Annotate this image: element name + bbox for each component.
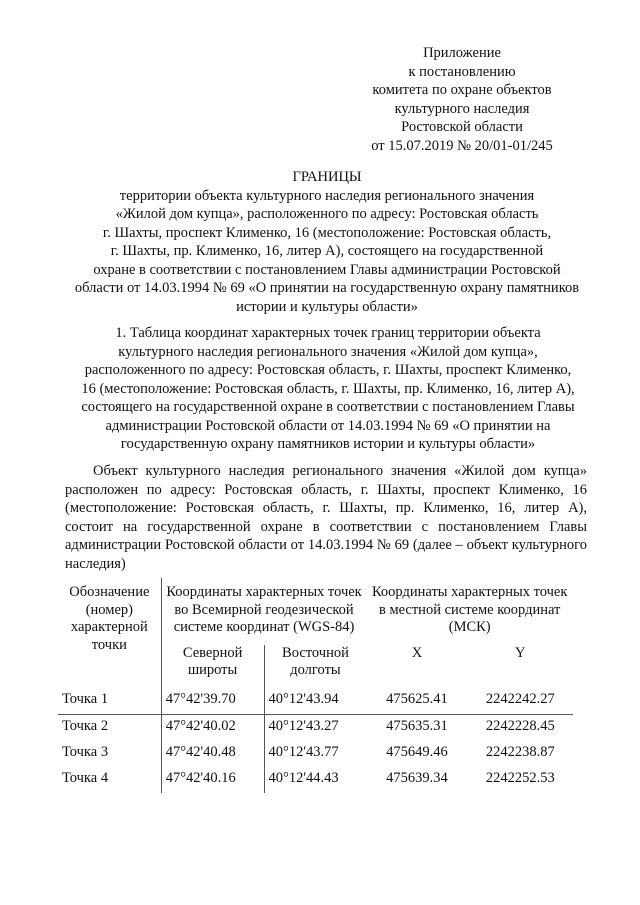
title-line: территории объекта культурного наследия регионального значения	[119, 187, 535, 204]
y-value: 2242242.27	[485, 690, 555, 707]
title-line: охране в соответствии с постановлением Главы администрации Ростовской	[93, 261, 561, 278]
appendix-line: культурного наследия	[394, 100, 530, 117]
title-line: г. Шахты, пр. Клименко, 16, литер А), состоящего на государственной	[110, 243, 544, 259]
y-value: 2242252.53	[485, 769, 555, 786]
title-line: области от 14.03.1994 № 69 «О принятии на государственную охрану памятников	[74, 280, 580, 296]
table-header-row	[58, 578, 573, 645]
section-line: 16 (местоположение: Ростовская область, г. Шахты, пр. Клименко, 16, литер А),	[81, 380, 575, 397]
appendix-line: к постановлению	[408, 63, 516, 80]
north-value: 47°42'39.70	[161, 688, 264, 715]
point-name: Точка 2	[58, 714, 161, 741]
appendix-line: Ростовской области	[401, 119, 523, 135]
title-line: истории и культуры области»	[236, 298, 418, 315]
header-wgs84: Координаты характерных точек во Всемирной геодезической системе координат (WGS-84)	[161, 578, 366, 645]
x-value: 475639.34	[386, 769, 448, 786]
y-value: 2242228.45	[468, 714, 573, 741]
section-line: расположенного по адресу: Ростовская область, г. Шахты, проспект Клименко,	[84, 362, 572, 378]
object-description-paragraph: Объект культурного наследия регионального значения «Жилой дом купца» расположен по адресу: Ростовская область, г. Шахты, проспект Клименко, 16 (местоположение: Ростовская область, г. Шахты, пр. Клименко, 16, литер А), состоит на государственной охране в соответствии с постановлением Главы администрации Ростовской области от 14.03.1994 № 69 (далее – объект культурного наследия)	[65, 463, 587, 572]
section-line: администрации Ростовской области от 14.03.1994 № 69 «О принятии на	[105, 417, 551, 434]
header-north-latitude: Северной широты	[161, 645, 264, 688]
east-value: 40°12'43.94	[264, 688, 366, 715]
table-row	[58, 741, 573, 767]
coordinates-table	[58, 578, 573, 793]
north-value: 47°42'40.02	[161, 714, 264, 741]
appendix-line: комитета по охране объектов	[372, 82, 552, 98]
appendix-line: от 15.07.2019 № 20/01-01/245	[371, 137, 553, 154]
table-row	[58, 767, 573, 793]
point-name: Точка 1	[62, 690, 109, 707]
title-heading: ГРАНИЦЫ	[292, 169, 362, 185]
title-line: «Жилой дом купца», расположенного по адресу: Ростовская область	[115, 206, 539, 222]
section-line: государственную охрану памятников истории и культуры области»	[120, 436, 536, 452]
header-x: X	[411, 644, 423, 661]
document-title	[52, 168, 602, 316]
section-line: состоящего на государственной охране в соответствии с постановлением Главы	[81, 399, 575, 415]
x-value: 475649.46	[386, 743, 448, 760]
point-name: Точка 4	[62, 769, 109, 786]
east-value: 40°12'44.43	[264, 767, 366, 793]
table-row	[58, 714, 573, 741]
header-point-designation: Обозначение (номер) характерной точки	[69, 584, 150, 653]
title-line: г. Шахты, проспект Клименко, 16 (местоположение: Ростовская область,	[102, 224, 552, 241]
section-1-heading	[58, 324, 598, 454]
north-value: 47°42'40.16	[161, 767, 264, 793]
east-value: 40°12'43.77	[264, 741, 366, 767]
north-value: 47°42'40.48	[161, 741, 264, 767]
section-line: культурного наследия регионального значения «Жилой дом купца»,	[118, 343, 538, 360]
x-value: 475625.41	[386, 690, 448, 707]
header-msk: Координаты характерных точек в местной системе координат (МСК)	[371, 584, 568, 635]
y-value: 2242238.87	[485, 743, 555, 760]
appendix-line: Приложение	[423, 45, 501, 61]
point-name: Точка 3	[62, 743, 109, 760]
x-value: 475635.31	[366, 714, 467, 741]
appendix-block	[342, 44, 582, 155]
east-value: 40°12'43.27	[264, 714, 366, 741]
header-y: Y	[515, 644, 526, 661]
section-line: 1. Таблица координат характерных точек границ территории объекта	[115, 325, 541, 341]
header-east-longitude: Восточной долготы	[264, 645, 366, 688]
table-row	[58, 688, 573, 715]
